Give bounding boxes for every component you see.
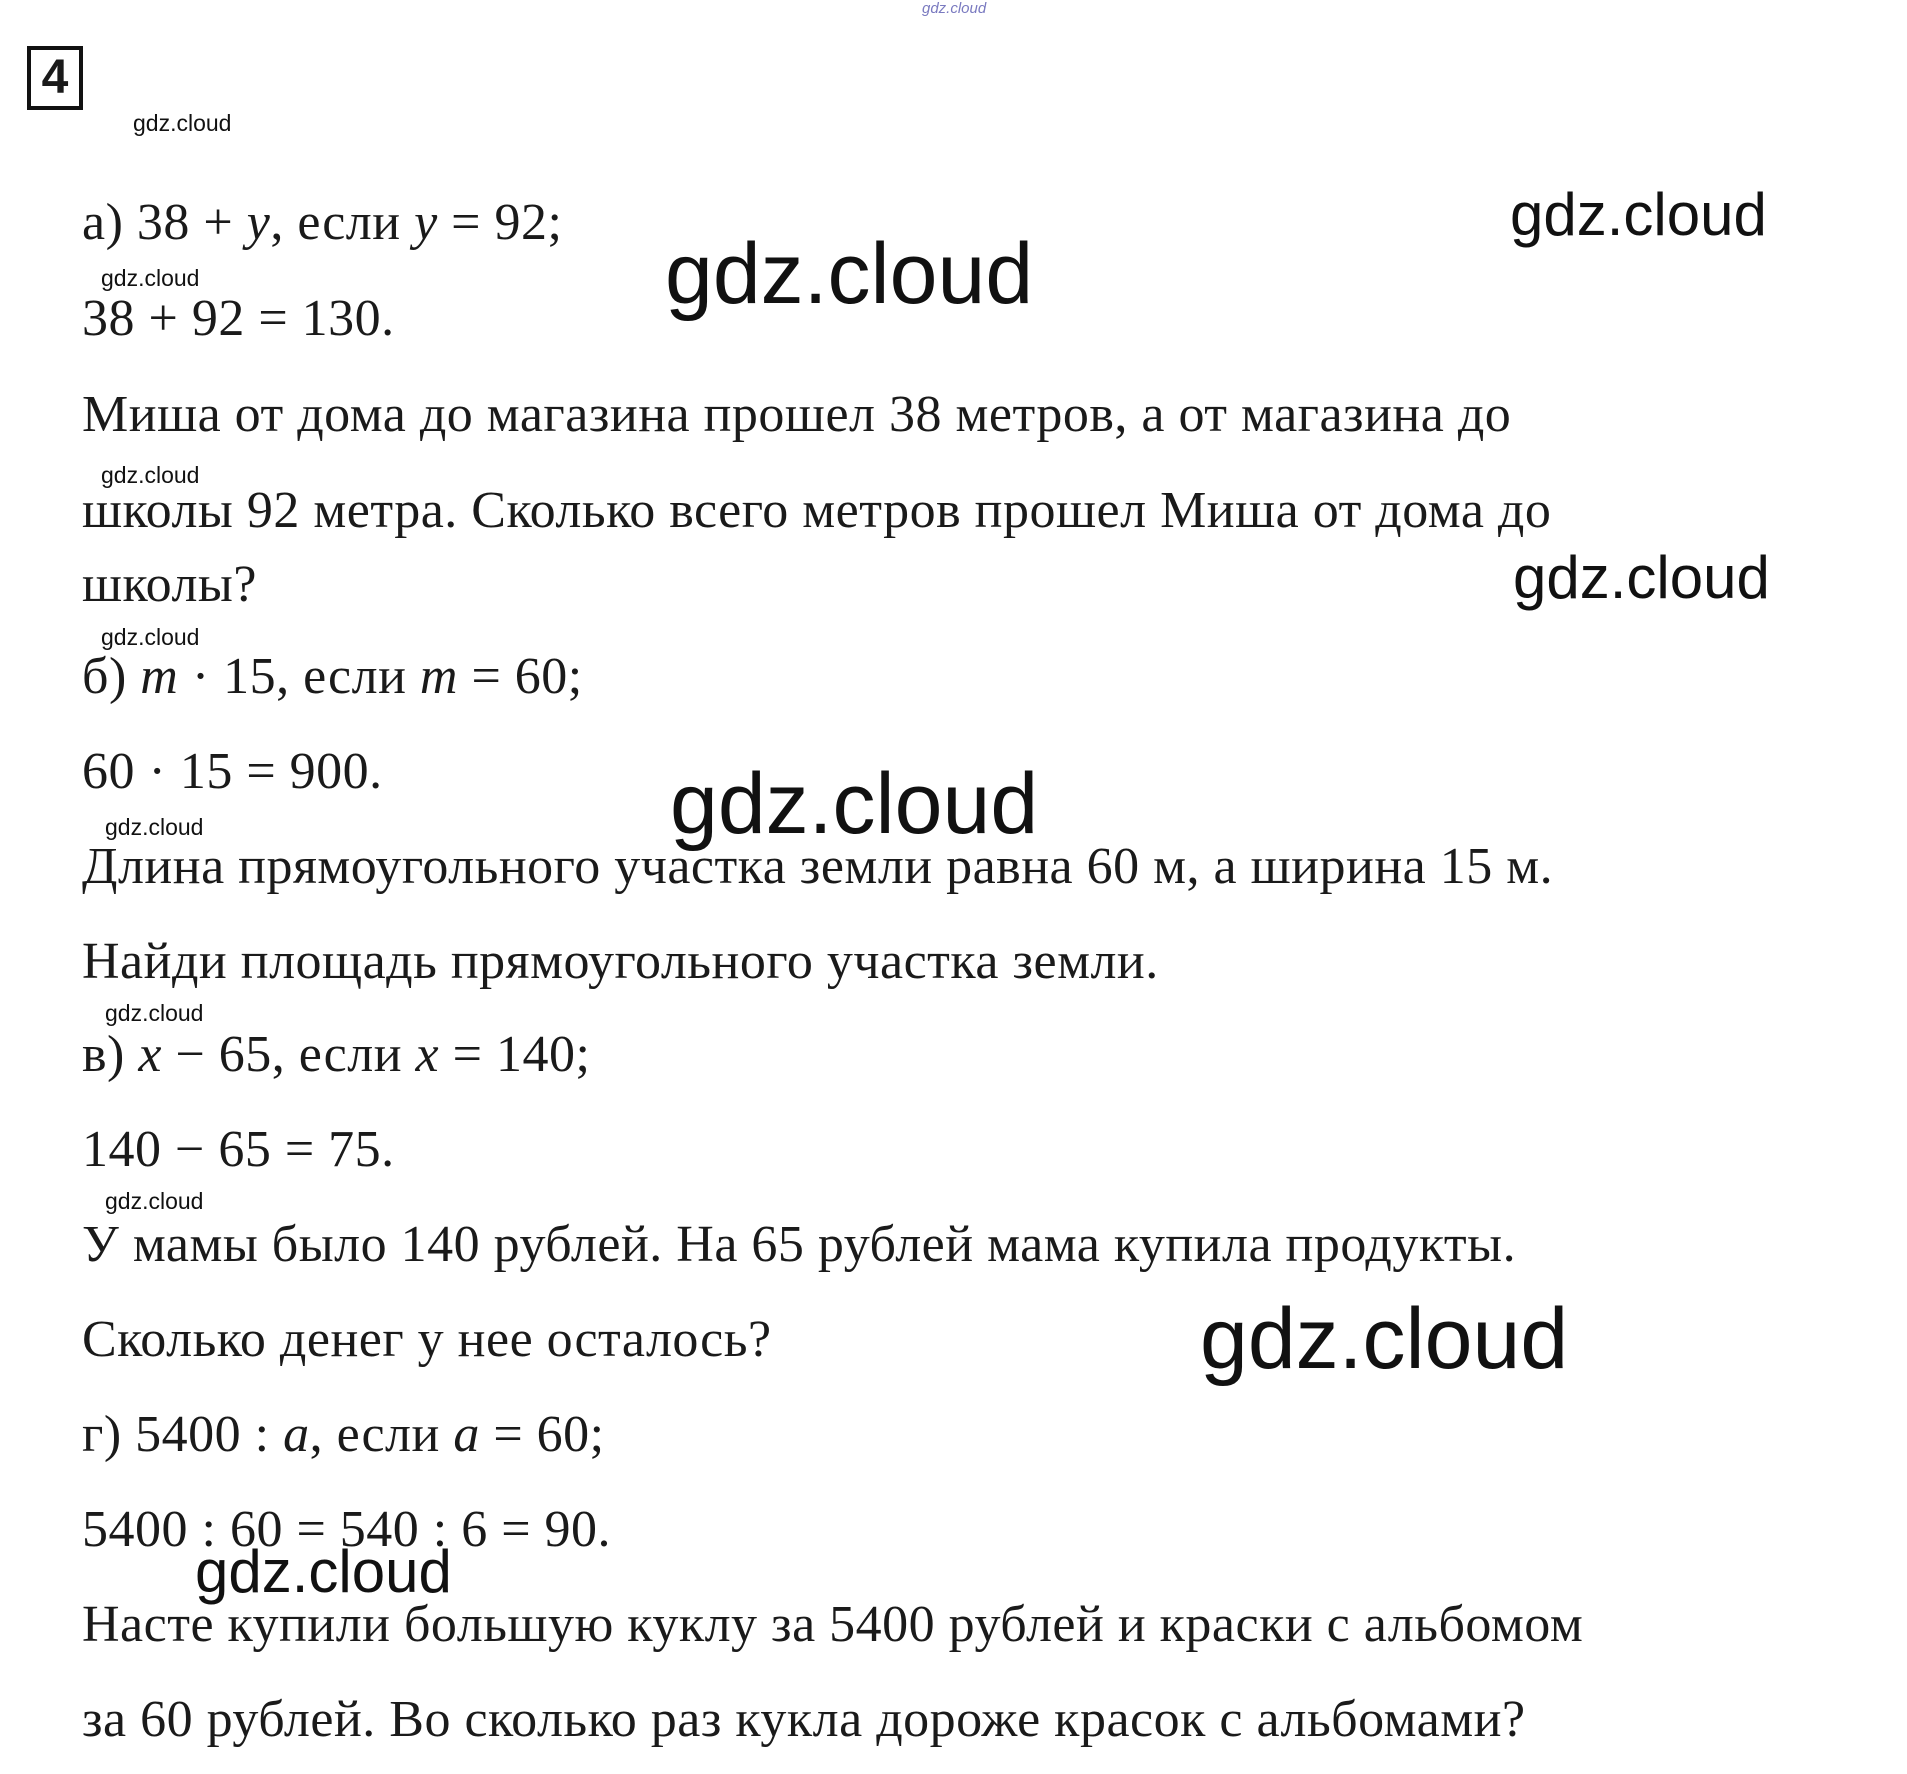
expr-text: в) xyxy=(82,1026,139,1083)
part-b-calculation: 60 · 15 = 900. xyxy=(82,743,383,800)
part-c-problem-line: Сколько денег у нее осталось? xyxy=(82,1311,772,1368)
part-d-problem-line: Насте купили большую куклу за 5400 рублей и краски с альбомом xyxy=(82,1596,1584,1653)
expr-text: = 60; xyxy=(479,1406,605,1463)
expr-text: · 15, если xyxy=(178,648,420,705)
expr-text: а) 38 + xyxy=(82,194,247,251)
watermark: gdz.cloud xyxy=(195,1538,452,1605)
expr-variable: m xyxy=(140,648,179,705)
watermark: gdz.cloud xyxy=(105,1000,204,1026)
watermark: gdz.cloud xyxy=(1510,181,1767,248)
part-d-expression xyxy=(82,1405,605,1465)
watermark: gdz.cloud xyxy=(665,226,1034,322)
watermark: gdz.cloud xyxy=(105,1188,204,1214)
expr-variable: a xyxy=(453,1406,480,1463)
watermark: gdz.cloud xyxy=(105,814,204,840)
expr-text: б) xyxy=(82,648,141,705)
part-c-expression xyxy=(82,1025,590,1085)
expr-variable: y xyxy=(246,194,271,251)
watermark: gdz.cloud xyxy=(101,265,200,291)
expr-text: = 92; xyxy=(437,194,563,251)
part-a-problem-line: школы? xyxy=(82,556,257,613)
watermark: gdz.cloud xyxy=(670,756,1039,852)
expr-text: = 60; xyxy=(457,648,583,705)
expr-text: = 140; xyxy=(439,1026,591,1083)
expr-text: г) 5400 : xyxy=(82,1406,284,1463)
part-b-expression xyxy=(82,647,583,707)
part-a-calculation: 38 + 92 = 130. xyxy=(82,290,395,347)
part-d-calculation: 5400 : 60 = 540 : 6 = 90. xyxy=(82,1501,612,1558)
part-c-problem-line: У мамы было 140 рублей. На 65 рублей мама купила продукты. xyxy=(82,1216,1517,1273)
part-b-problem-line: Длина прямоугольного участка земли равна 60 м, а ширина 15 м. xyxy=(82,838,1554,895)
watermark: gdz.cloud xyxy=(922,0,987,17)
task-number-box: 4 xyxy=(27,46,83,110)
expr-text: , если xyxy=(270,194,415,251)
expr-text: − 65, если xyxy=(161,1026,416,1083)
watermark: gdz.cloud xyxy=(101,624,200,650)
part-a-expression xyxy=(82,193,562,253)
expr-text: , если xyxy=(309,1406,454,1463)
part-d-problem-line: за 60 рублей. Во сколько раз кукла дороже красок с альбомами? xyxy=(82,1691,1526,1748)
expr-variable: x xyxy=(138,1026,162,1083)
watermark: gdz.cloud xyxy=(101,462,200,488)
expr-variable: y xyxy=(414,194,438,251)
part-b-problem-line: Найди площадь прямоугольного участка земли. xyxy=(82,933,1159,990)
watermark: gdz.cloud xyxy=(133,110,232,136)
part-c-calculation: 140 − 65 = 75. xyxy=(82,1121,395,1178)
watermark: gdz.cloud xyxy=(1200,1291,1569,1387)
expr-variable: x xyxy=(415,1026,440,1083)
expr-variable: a xyxy=(283,1406,310,1463)
watermark: gdz.cloud xyxy=(1513,544,1770,611)
part-a-problem-line: Миша от дома до магазина прошел 38 метров, а от магазина до xyxy=(82,386,1512,443)
expr-variable: m xyxy=(419,648,458,705)
part-a-problem-line: школы 92 метра. Сколько всего метров прошел Миша от дома до xyxy=(82,482,1552,539)
